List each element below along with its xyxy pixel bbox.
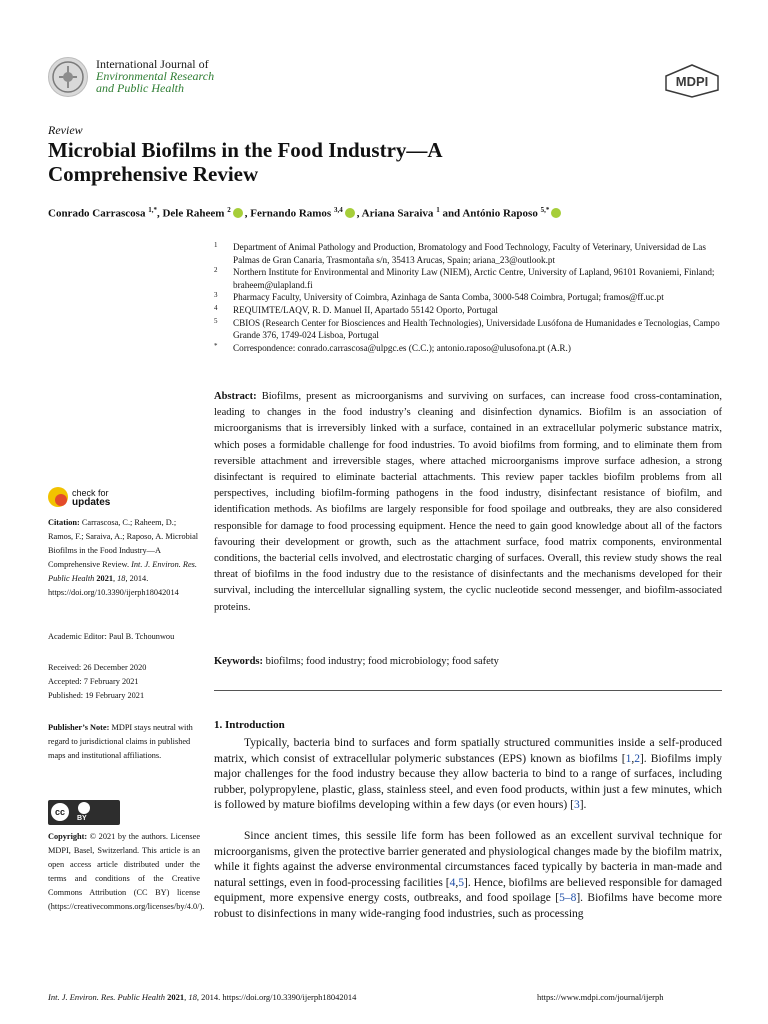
journal-title	[96, 58, 214, 94]
keywords	[214, 656, 499, 667]
section-divider	[214, 690, 722, 691]
article-type: Review	[48, 123, 83, 137]
reference-link[interactable]: 3	[573, 799, 580, 812]
citation-text: Carrascosa, C.; Raheem, D.; Ramos, F.; Saraiva, A.; Raposo, A. Microbial Biofilms in the Food Industry—A Comprehensive Review.	[48, 518, 199, 569]
footer-journal-url[interactable]: https://www.mdpi.com/journal/ijerph	[537, 992, 664, 1002]
author-name: Conrado Carrascosa	[48, 207, 146, 220]
cc-by-text: BY	[77, 815, 87, 822]
article-title: Microbial Biofilms in the Food Industry—A Comprehensive Review	[48, 138, 442, 186]
correspondence-marker: *	[214, 341, 218, 350]
footer-volume: 18	[188, 992, 197, 1002]
keywords-label: Keywords:	[214, 656, 263, 667]
reference-link[interactable]: 2	[634, 752, 640, 765]
orcid-icon[interactable]	[345, 208, 355, 218]
reference-link[interactable]: 1	[625, 752, 632, 765]
cc-icon: cc	[51, 803, 69, 821]
affiliation-number: 5	[214, 316, 218, 325]
affiliation-number: 3	[214, 291, 218, 300]
author-name: António Raposo	[462, 207, 538, 220]
date-published: Published: 19 February 2021	[48, 691, 145, 700]
citation-volume: 18	[117, 574, 126, 583]
affiliation-item	[214, 291, 724, 304]
correspondence-text: Correspondence: conrado.carrascosa@ulpgc.es (C.C.); antonio.raposo@ulusofona.pt (A.R.)	[233, 342, 571, 353]
affiliation-text: REQUIMTE/LAQV, R. D. Manuel II, Apartado 55142 Oporto, Portugal	[233, 304, 498, 315]
affiliation-number: 4	[214, 303, 218, 312]
mdpi-logo-text: MDPI	[675, 74, 709, 89]
check-for-updates-badge[interactable]	[48, 487, 128, 509]
reference-link[interactable]: 5–8	[559, 892, 577, 905]
reference-link[interactable]: 4	[449, 876, 456, 889]
abstract	[214, 389, 722, 616]
orcid-icon[interactable]	[551, 208, 561, 218]
author-name: Ariana Saraiva	[361, 207, 434, 220]
publication-dates	[48, 661, 200, 703]
intro-text: ]. Biofilms imply major challenges for the food industry because they allow bacteria to bind to a range of surfaces, including rubber, polypropylene, plastic, glass, stainless steel, and even food products, within just a few minutes, which is followed by mature biofilms developing within a few days (or even hours) [	[214, 752, 722, 812]
copyright-block	[48, 830, 205, 914]
citation-label: Citation:	[48, 518, 80, 527]
footer-year: 2021	[167, 992, 185, 1002]
date-accepted: Accepted: 7 February 2021	[48, 677, 139, 686]
author-affil-sup: 1,*	[148, 206, 157, 214]
publisher-note	[48, 721, 200, 763]
journal-title-line3: and Public Health	[96, 81, 184, 95]
intro-paragraph-2	[214, 829, 722, 923]
intro-text: Typically, bacteria bind to surfaces and form spatially structured communities inside a self-produced matrix, which consist of extracellular polymeric substances (EPS) known as biofilms [	[214, 737, 722, 765]
academic-editor: Academic Editor: Paul B. Tchounwou	[48, 632, 175, 641]
mdpi-logo	[664, 64, 720, 98]
correspondence	[214, 342, 724, 355]
intro-paragraph-1	[214, 736, 722, 814]
abstract-label: Abstract:	[214, 391, 257, 402]
section-heading-introduction: 1. Introduction	[214, 719, 285, 731]
orcid-icon[interactable]	[233, 208, 243, 218]
affiliation-item	[214, 266, 724, 291]
affiliation-number: 1	[214, 241, 218, 249]
journal-title-line2: Environmental Research	[96, 69, 215, 83]
journal-logo	[48, 57, 88, 97]
date-received: Received: 26 December 2020	[48, 663, 147, 672]
intro-text: ]. Biofilms have become more robust to disinfections in many wide-ranging food industries, such as processing	[214, 892, 722, 920]
publisher-note-label: Publisher’s Note:	[48, 723, 110, 732]
intro-text: ]. Hence, biofilms are believed responsible for damaged equipment, more expensive energy costs, outbreaks, and food spoilage [	[214, 876, 722, 905]
publisher-note-text: MDPI stays neutral with regard to jurisdictional claims in published maps and institutional affiliations.	[48, 723, 193, 760]
abstract-text: Biofilms, present as microorganisms and surviving on surfaces, can increase food cross-contamination, leading to changes in the food industry’s cleaning and disinfection dynamics. Biofilm is an association of microorganisms that is irreversibly linked with a surface, contained in an extracellular polymeric substance matrix, which poses a formidable challenge for food industries. To avoid biofilms from forming, and to eliminate them from reversible attachment and irreversible stages, where attached microorganisms improve surface adhesion, a strong disinfectant is required to eliminate bacterial attachments. This review paper tackles biofilm problems from all perspectives, including biofilm-forming pathogens in the food industry, disinfectant resistance of biofilm, and identification methods. As biofilms are largely responsible for food spoilage and outbreaks, they are also considered responsible for damage to food processing equipment. Hence the need to gain good knowledge about all of the factors favouring their development or growth, such as the attachment surface, food matrix components, environmental conditions, the bacterial cells involved, and electrostatic charging of surfaces. Overall, this review study shows the real threat of biofilms in the food industry due to the resistance of disinfectants and the mechanisms developed for their survival, including the intercellular signalling system, the cyclic nucleotide second messenger, and biofilm-associated proteins.	[214, 391, 723, 613]
citation-journal: Int. J. Environ. Res. Public Health	[48, 560, 197, 583]
author-affil-sup: 1	[436, 206, 440, 214]
journal-title-line1: International Journal of	[96, 57, 209, 71]
intro-text: ].	[579, 799, 587, 812]
affiliation-item	[214, 241, 724, 266]
author-affil-sup: 5,*	[540, 206, 550, 214]
cc-by-license-badge[interactable]	[48, 800, 120, 825]
author-name: Dele Raheem	[162, 207, 225, 220]
affiliation-text: Pharmacy Faculty, University of Coimbra, Azinhaga de Santa Comba, 3000-548 Coimbra, Portugal; framos@ff.uc.pt	[233, 292, 664, 303]
author-name: Fernando Ramos	[250, 207, 332, 220]
citation-doi[interactable]: , 2014. https://doi.org/10.3390/ijerph18042014	[48, 574, 179, 597]
copyright-label: Copyright:	[48, 832, 88, 841]
copyright-text: © 2021 by the authors. Licensee MDPI, Basel, Switzerland. This article is an open access article distributed under the terms and conditions of the Creative Commons Attribution (CC BY) license (https://creativecommons.org/licenses/by/4.0/).	[48, 832, 205, 911]
affiliation-text: Northern Institute for Environmental and Minority Law (NIEM), Arctic Centre, University of Lapland, 96101 Rovaniemi, Finland; braheem@ulapland.fi	[233, 267, 715, 290]
check-for-updates-text	[72, 488, 110, 508]
footer-journal: Int. J. Environ. Res. Public Health	[48, 992, 166, 1002]
citation-year: 2021	[96, 574, 113, 583]
by-person-icon	[78, 802, 90, 814]
intro-text: Since ancient times, this sessile life form has been followed as an excellent survival technique for microorganisms, given the protective barrier generated and physiological changes made by the biofilm matrix, while it fights against the adverse environmental circumstances faced typically by bacteria in man-made and natural settings, even in food-processing facilities [	[214, 830, 722, 889]
check-for-updates-line2: updates	[72, 497, 111, 508]
keywords-text: biofilms; food industry; food microbiology; food safety	[265, 656, 499, 667]
affiliation-text: Department of Animal Pathology and Production, Bromatology and Food Technology, Faculty of Veterinary, Universidad de Las Palmas de Gran Canaria, Trasmontaña s/n, 35413 Arucas, Spain; ariana_23@outlook.pt	[233, 242, 706, 265]
intro-text: ,	[631, 752, 635, 765]
affiliation-item	[214, 317, 724, 342]
reference-link[interactable]: 5	[458, 876, 464, 889]
affiliation-item	[214, 304, 724, 317]
affiliation-number: 2	[214, 266, 218, 275]
citation-block: Citation: Carrascosa, C.; Raheem, D.; Ramos, F.; Saraiva, A.; Raposo, A. Microbial Biofilms in the Food Industry—A Comprehensive Review. Int. J. Environ. Res. Public Health 2021, 18, 2014. https://doi.org/10.3390/ijerph18042014	[48, 518, 199, 597]
author-affil-sup: 2	[227, 206, 231, 214]
check-for-updates-line1: check for	[72, 488, 109, 498]
check-for-updates-icon-inner	[55, 494, 67, 506]
footer-doi[interactable]: , 2014. https://doi.org/10.3390/ijerph18042014	[196, 992, 357, 1002]
author-list: Conrado Carrascosa $^{1,*}$, Dele Raheem $^2$ , Fernando Ramos $^{3,4}$ , Ariana Saraiva $^1$ and António Raposo $^{5,*}$	[48, 206, 563, 220]
author-affil-sup: 3,4	[333, 206, 343, 214]
affiliation-text: CBIOS (Research Center for Biosciences and Health Technologies), Universidade Lusófona de Humanidades e Tecnologias, Campo Grande 376, 1749-024 Lisboa, Portugal	[233, 317, 720, 341]
footer-citation: Int. J. Environ. Res. Public Health 2021, 18, 2014. https://doi.org/10.3390/ijerph18042014	[48, 992, 357, 1002]
affiliations	[214, 241, 724, 354]
intro-text: ,	[455, 876, 459, 889]
